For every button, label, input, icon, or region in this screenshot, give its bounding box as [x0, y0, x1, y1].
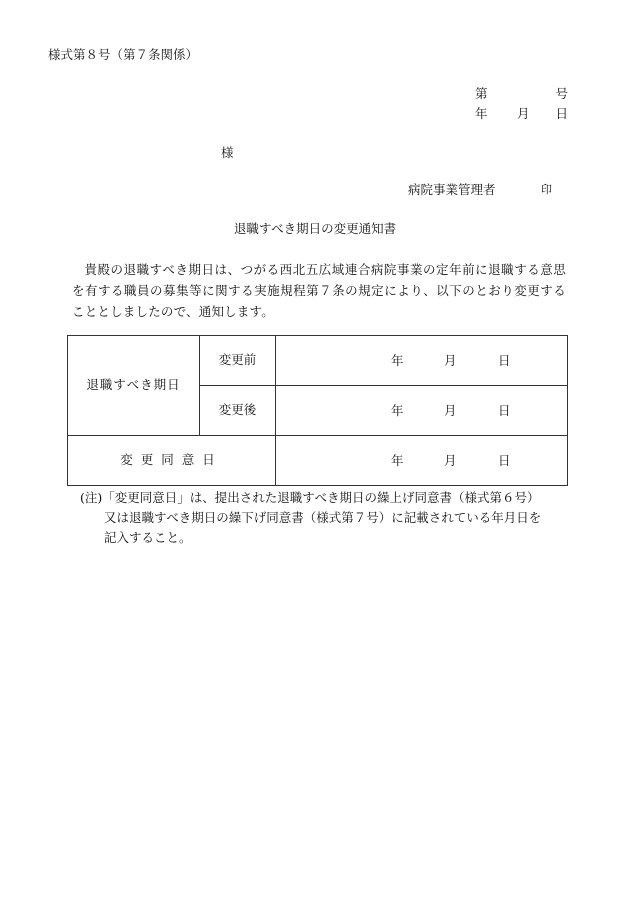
form-code: 様式第８号（第７条関係） — [48, 47, 199, 62]
issue-number-suffix: 号 — [555, 86, 568, 101]
before-date-cell — [276, 336, 568, 386]
addressee-suffix: 様 — [221, 145, 234, 160]
seal-mark: 印 — [541, 183, 552, 196]
date-change-table — [67, 335, 568, 486]
note-line-1: (注)「変更同意日」は、提出された退職すべき期日の繰上げ同意書（様式第６号） — [80, 490, 540, 505]
consent-day-unit: 日 — [498, 452, 511, 468]
consent-year-unit: 年 — [391, 452, 404, 468]
before-label: 変更前 — [200, 336, 276, 386]
before-day-unit: 日 — [498, 352, 511, 368]
before-month-unit: 月 — [444, 352, 457, 368]
after-year-unit: 年 — [391, 402, 404, 418]
note — [80, 488, 566, 548]
before-year-unit: 年 — [391, 352, 404, 368]
issue-date-month: 月 — [517, 106, 530, 121]
body-text: 貴殿の退職すべき期日は、つがる西北五広域連合病院事業の定年前に退職する意思を有する職員の募集等に関する実施規程第７条の規定により、以下のとおり変更することとしましたので、通知します。 — [72, 262, 566, 319]
issue-date-year: 年 — [475, 106, 488, 121]
issue-number-prefix: 第 — [475, 86, 488, 101]
after-date-cell — [276, 386, 568, 436]
note-line-2: 又は退職すべき期日の繰下げ同意書（様式第７号）に記載されている年月日を — [104, 510, 542, 525]
document-title: 退職すべき期日の変更通知書 — [233, 221, 397, 236]
table-row-consent — [68, 436, 568, 486]
table-row-before — [68, 336, 568, 386]
issue-date-day: 日 — [555, 106, 568, 121]
note-line-3: 記入すること。 — [104, 530, 192, 545]
after-day-unit: 日 — [498, 402, 511, 418]
after-label: 変更後 — [200, 386, 276, 436]
row-group-label: 退職すべき期日 — [68, 336, 200, 436]
sender-title: 病院事業管理者 — [408, 182, 496, 197]
consent-label: 変更同意日 — [68, 436, 276, 486]
after-month-unit: 月 — [444, 402, 457, 418]
consent-date-cell — [276, 436, 568, 486]
consent-month-unit: 月 — [444, 452, 457, 468]
